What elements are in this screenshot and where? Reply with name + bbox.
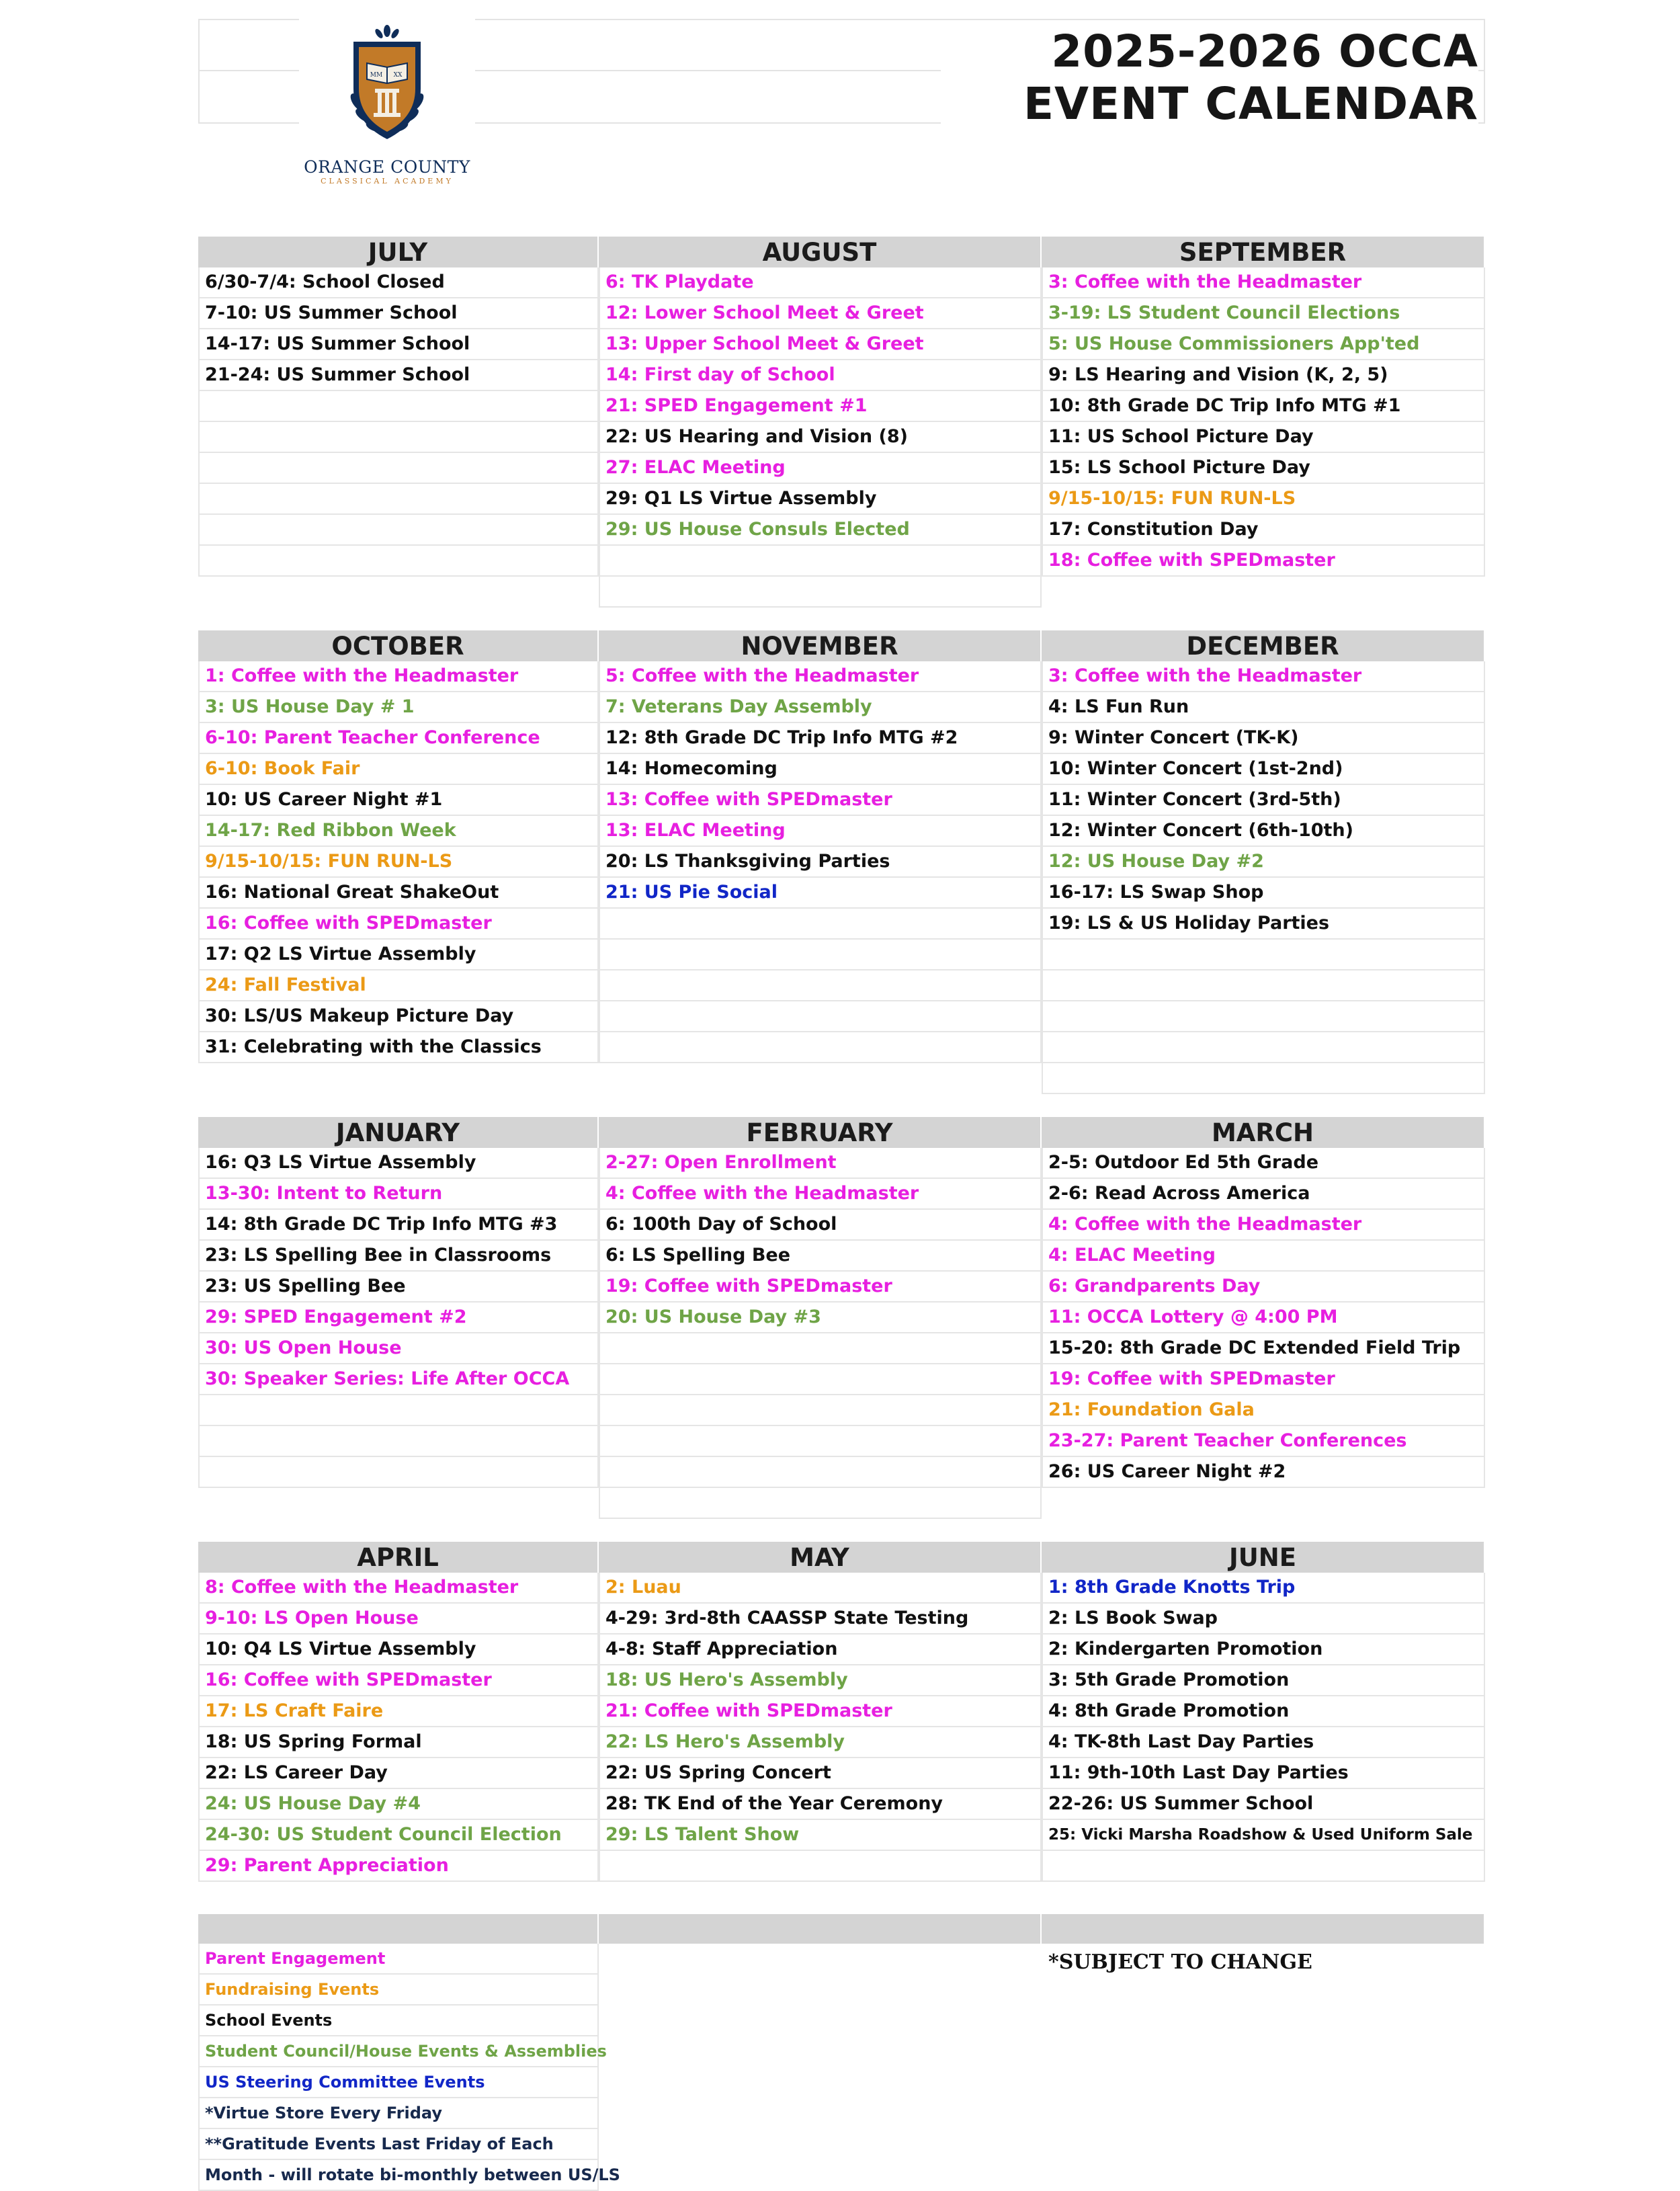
event-item: 12: Winter Concert (6th-10th)	[1042, 816, 1485, 847]
event-item: 27: ELAC Meeting	[599, 453, 1042, 484]
empty-row	[198, 546, 599, 577]
event-item: 9-10: LS Open House	[198, 1604, 599, 1635]
month-header: JULY	[198, 237, 599, 267]
event-item: 5: Coffee with the Headmaster	[599, 661, 1042, 692]
event-item: 20: LS Thanksgiving Parties	[599, 847, 1042, 878]
event-item: 31: Celebrating with the Classics	[198, 1032, 599, 1063]
event-item: 2-27: Open Enrollment	[599, 1148, 1042, 1179]
title-line-1: 2025-2026 OCCA	[1051, 26, 1478, 77]
legend	[198, 1914, 1485, 2191]
event-item: 17: Constitution Day	[1042, 515, 1485, 546]
event-item: 3: Coffee with the Headmaster	[1042, 267, 1485, 298]
event-item: 14-17: Red Ribbon Week	[198, 816, 599, 847]
event-item: 16: Q3 LS Virtue Assembly	[198, 1148, 599, 1179]
event-item: 29: SPED Engagement #2	[198, 1303, 599, 1333]
month-header: FEBRUARY	[599, 1117, 1042, 1148]
event-item: 12: 8th Grade DC Trip Info MTG #2	[599, 723, 1042, 754]
empty-row	[1042, 1063, 1485, 1094]
event-item: 1: Coffee with the Headmaster	[198, 661, 599, 692]
event-item: 22: US Hearing and Vision (8)	[599, 422, 1042, 453]
month-header: SEPTEMBER	[1042, 237, 1485, 267]
event-item: 29: US House Consuls Elected	[599, 515, 1042, 546]
event-item: 18: US Hero's Assembly	[599, 1665, 1042, 1696]
crest-icon	[333, 22, 441, 156]
event-item: 19: LS & US Holiday Parties	[1042, 909, 1485, 940]
quarter-2	[198, 630, 1485, 1094]
month-header: MAY	[599, 1542, 1042, 1573]
month-may	[599, 1542, 1042, 1882]
calendar-page	[198, 19, 1485, 2191]
quarter-4	[198, 1542, 1485, 1882]
month-february	[599, 1117, 1042, 1519]
event-item: 21-24: US Summer School	[198, 360, 599, 391]
event-item: 4: TK-8th Last Day Parties	[1042, 1727, 1485, 1758]
logo-text-right: XX	[393, 72, 403, 79]
event-item: 3: US House Day # 1	[198, 692, 599, 723]
event-item: 16: Coffee with SPEDmaster	[198, 1665, 599, 1696]
empty-row	[599, 1001, 1042, 1032]
event-item: 8: Coffee with the Headmaster	[198, 1573, 599, 1604]
event-item: 16-17: LS Swap Shop	[1042, 878, 1485, 909]
event-item: 20: US House Day #3	[599, 1303, 1042, 1333]
event-item: 21: Foundation Gala	[1042, 1395, 1485, 1426]
event-item: 14-17: US Summer School	[198, 329, 599, 360]
event-item: 24: Fall Festival	[198, 970, 599, 1001]
empty-row	[1042, 1851, 1485, 1882]
logo-text-left: MM	[370, 72, 383, 79]
legend-item: Student Council/House Events & Assemblies	[198, 2036, 599, 2067]
empty-row	[599, 1364, 1042, 1395]
empty-row	[599, 1426, 1042, 1457]
empty-row	[599, 546, 1042, 577]
event-item: 30: LS/US Makeup Picture Day	[198, 1001, 599, 1032]
event-item: 18: Coffee with SPEDmaster	[1042, 546, 1485, 577]
event-item: 18: US Spring Formal	[198, 1727, 599, 1758]
event-item: 6-10: Parent Teacher Conference	[198, 723, 599, 754]
month-header: JUNE	[1042, 1542, 1485, 1573]
month-header: DECEMBER	[1042, 630, 1485, 661]
event-item: 4: ELAC Meeting	[1042, 1241, 1485, 1272]
event-item: 6: 100th Day of School	[599, 1210, 1042, 1241]
month-header: APRIL	[198, 1542, 599, 1573]
empty-row	[1042, 940, 1485, 970]
legend-header-bar	[198, 1914, 599, 1944]
event-item: 6: Grandparents Day	[1042, 1272, 1485, 1303]
empty-row	[198, 515, 599, 546]
month-header: MARCH	[1042, 1117, 1485, 1148]
legend-note-col	[1042, 1914, 1485, 2191]
event-item: 29: LS Talent Show	[599, 1820, 1042, 1851]
event-item: 2: Luau	[599, 1573, 1042, 1604]
event-item: 7: Veterans Day Assembly	[599, 692, 1042, 723]
month-july	[198, 237, 599, 608]
event-item: 16: Coffee with SPEDmaster	[198, 909, 599, 940]
legend-item: Fundraising Events	[198, 1975, 599, 2006]
event-item: 30: US Open House	[198, 1333, 599, 1364]
empty-row	[198, 453, 599, 484]
event-item: 2: LS Book Swap	[1042, 1604, 1485, 1635]
event-item: 6: LS Spelling Bee	[599, 1241, 1042, 1272]
event-item: 23: US Spelling Bee	[198, 1272, 599, 1303]
event-item: 30: Speaker Series: Life After OCCA	[198, 1364, 599, 1395]
event-item: 10: 8th Grade DC Trip Info MTG #1	[1042, 391, 1485, 422]
event-item: 22-26: US Summer School	[1042, 1789, 1485, 1820]
empty-row	[599, 909, 1042, 940]
empty-row	[599, 1032, 1042, 1063]
event-item: 9: LS Hearing and Vision (K, 2, 5)	[1042, 360, 1485, 391]
event-item: 21: US Pie Social	[599, 878, 1042, 909]
event-item: 13: ELAC Meeting	[599, 816, 1042, 847]
empty-row	[198, 1395, 599, 1426]
event-item: 2-6: Read Across America	[1042, 1179, 1485, 1210]
event-item: 26: US Career Night #2	[1042, 1457, 1485, 1488]
event-item: 28: TK End of the Year Ceremony	[599, 1789, 1042, 1820]
event-item: 22: US Spring Concert	[599, 1758, 1042, 1789]
event-item: 21: Coffee with SPEDmaster	[599, 1696, 1042, 1727]
event-item: 19: Coffee with SPEDmaster	[599, 1272, 1042, 1303]
month-november	[599, 630, 1042, 1094]
legend-item: Month - will rotate bi-monthly between US/LS	[198, 2160, 599, 2191]
event-item: 10: Q4 LS Virtue Assembly	[198, 1635, 599, 1665]
legend-item: *Virtue Store Every Friday	[198, 2098, 599, 2129]
event-item: 3: 5th Grade Promotion	[1042, 1665, 1485, 1696]
school-logo	[299, 19, 475, 214]
event-item: 12: Lower School Meet & Greet	[599, 298, 1042, 329]
event-item: 14: 8th Grade DC Trip Info MTG #3	[198, 1210, 599, 1241]
empty-row	[1042, 1032, 1485, 1063]
event-item: 11: OCCA Lottery @ 4:00 PM	[1042, 1303, 1485, 1333]
event-item: 4-29: 3rd-8th CAASSP State Testing	[599, 1604, 1042, 1635]
event-item: 25: Vicki Marsha Roadshow & Used Uniform Sale	[1042, 1820, 1485, 1851]
legend-item: School Events	[198, 2006, 599, 2036]
month-june	[1042, 1542, 1485, 1882]
legend-list	[198, 1914, 620, 2191]
event-item: 13: Upper School Meet & Greet	[599, 329, 1042, 360]
school-name: ORANGE COUNTY	[304, 157, 470, 177]
month-january	[198, 1117, 599, 1519]
event-item: 23: LS Spelling Bee in Classrooms	[198, 1241, 599, 1272]
event-item: 4: 8th Grade Promotion	[1042, 1696, 1485, 1727]
empty-row	[1042, 1001, 1485, 1032]
event-item: 10: Winter Concert (1st-2nd)	[1042, 754, 1485, 785]
school-subtitle: CLASSICAL ACADEMY	[321, 177, 454, 185]
event-item: 13: Coffee with SPEDmaster	[599, 785, 1042, 816]
event-item: 14: Homecoming	[599, 754, 1042, 785]
event-item: 15-20: 8th Grade DC Extended Field Trip	[1042, 1333, 1485, 1364]
event-item: 24-30: US Student Council Election	[198, 1820, 599, 1851]
empty-row	[198, 391, 599, 422]
empty-row	[599, 1488, 1042, 1519]
event-item: 6: TK Playdate	[599, 267, 1042, 298]
month-march	[1042, 1117, 1485, 1519]
event-item: 16: National Great ShakeOut	[198, 878, 599, 909]
month-header: AUGUST	[599, 237, 1042, 267]
month-april	[198, 1542, 599, 1882]
event-item: 19: Coffee with SPEDmaster	[1042, 1364, 1485, 1395]
event-item: 6/30-7/4: School Closed	[198, 267, 599, 298]
legend-item: **Gratitude Events Last Friday of Each	[198, 2129, 599, 2160]
event-item: 5: US House Commissioners App'ted	[1042, 329, 1485, 360]
quarter-1	[198, 237, 1485, 608]
title-line-2: EVENT CALENDAR	[1023, 78, 1478, 130]
event-item: 11: US School Picture Day	[1042, 422, 1485, 453]
empty-row	[198, 484, 599, 515]
quarter-3	[198, 1117, 1485, 1519]
event-item: 9: Winter Concert (TK-K)	[1042, 723, 1485, 754]
event-item: 24: US House Day #4	[198, 1789, 599, 1820]
month-august	[599, 237, 1042, 608]
header	[198, 19, 1485, 214]
empty-row	[599, 1333, 1042, 1364]
month-header: NOVEMBER	[599, 630, 1042, 661]
empty-row	[599, 970, 1042, 1001]
event-item: 14: First day of School	[599, 360, 1042, 391]
event-item: 4: LS Fun Run	[1042, 692, 1485, 723]
event-item: 11: 9th-10th Last Day Parties	[1042, 1758, 1485, 1789]
event-item: 12: US House Day #2	[1042, 847, 1485, 878]
event-item: 23-27: Parent Teacher Conferences	[1042, 1426, 1485, 1457]
event-item: 21: SPED Engagement #1	[599, 391, 1042, 422]
event-item: 2-5: Outdoor Ed 5th Grade	[1042, 1148, 1485, 1179]
event-item: 13-30: Intent to Return	[198, 1179, 599, 1210]
empty-row	[599, 1395, 1042, 1426]
event-item: 29: Q1 LS Virtue Assembly	[599, 484, 1042, 515]
event-item: 3-19: LS Student Council Elections	[1042, 298, 1485, 329]
event-item: 22: LS Career Day	[198, 1758, 599, 1789]
event-item: 9/15-10/15: FUN RUN-LS	[198, 847, 599, 878]
legend-header-bar	[1042, 1914, 1485, 1944]
event-item: 2: Kindergarten Promotion	[1042, 1635, 1485, 1665]
empty-row	[599, 1457, 1042, 1488]
event-item: 6-10: Book Fair	[198, 754, 599, 785]
event-item: 4: Coffee with the Headmaster	[599, 1179, 1042, 1210]
month-header: OCTOBER	[198, 630, 599, 661]
event-item: 7-10: US Summer School	[198, 298, 599, 329]
event-item: 1: 8th Grade Knotts Trip	[1042, 1573, 1485, 1604]
empty-row	[1042, 970, 1485, 1001]
legend-item: US Steering Committee Events	[198, 2067, 599, 2098]
event-item: 17: Q2 LS Virtue Assembly	[198, 940, 599, 970]
event-item: 4: Coffee with the Headmaster	[1042, 1210, 1485, 1241]
page-title	[941, 26, 1478, 130]
month-september	[1042, 237, 1485, 608]
empty-row	[198, 1426, 599, 1457]
event-item: 11: Winter Concert (3rd-5th)	[1042, 785, 1485, 816]
event-item: 4-8: Staff Appreciation	[599, 1635, 1042, 1665]
legend-spacer	[599, 1914, 1042, 2191]
month-december	[1042, 630, 1485, 1094]
legend-header-bar	[599, 1914, 1042, 1944]
month-header: JANUARY	[198, 1117, 599, 1148]
event-item: 17: LS Craft Faire	[198, 1696, 599, 1727]
calendar-grid	[198, 237, 1485, 1882]
event-item: 22: LS Hero's Assembly	[599, 1727, 1042, 1758]
empty-row	[198, 1457, 599, 1488]
event-item: 9/15-10/15: FUN RUN-LS	[1042, 484, 1485, 515]
empty-row	[198, 422, 599, 453]
event-item: 29: Parent Appreciation	[198, 1851, 599, 1882]
subject-to-change-note: *SUBJECT TO CHANGE	[1048, 1950, 1312, 1974]
month-october	[198, 630, 599, 1094]
event-item: 3: Coffee with the Headmaster	[1042, 661, 1485, 692]
empty-row	[599, 577, 1042, 608]
event-item: 10: US Career Night #1	[198, 785, 599, 816]
empty-row	[599, 1851, 1042, 1882]
legend-item: Parent Engagement	[198, 1944, 599, 1975]
empty-row	[599, 940, 1042, 970]
event-item: 15: LS School Picture Day	[1042, 453, 1485, 484]
